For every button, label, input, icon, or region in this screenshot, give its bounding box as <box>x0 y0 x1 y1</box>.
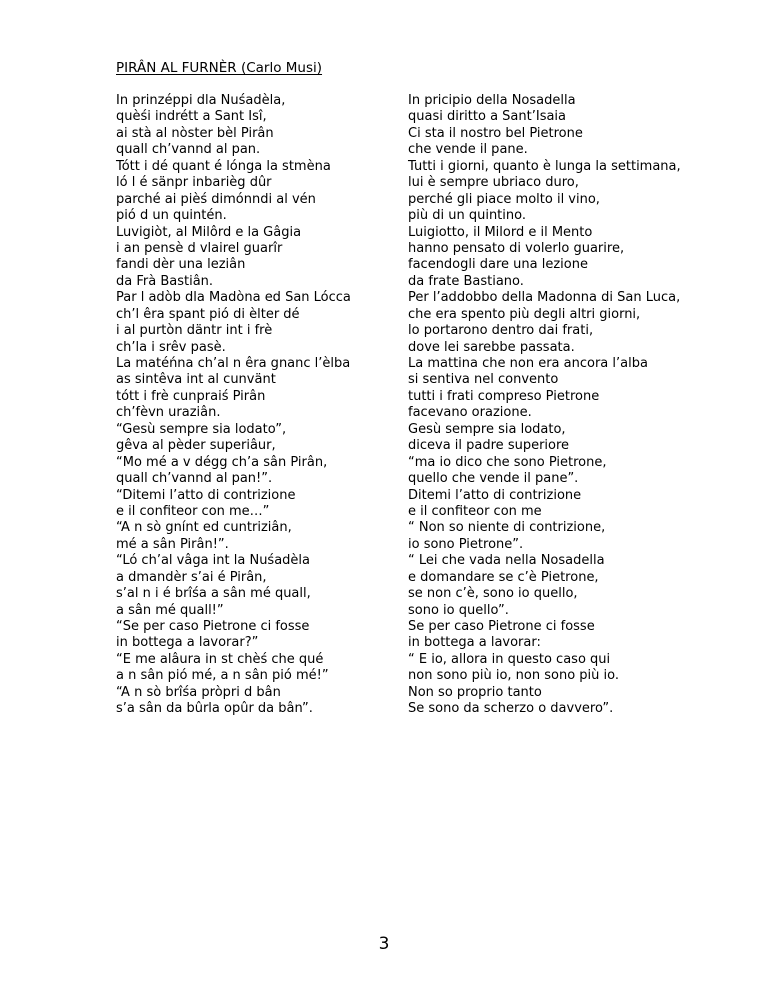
italian-verse-line: Non so proprio tanto <box>408 684 542 700</box>
italian-verse-line: tutti i frati compreso Pietrone <box>408 388 600 404</box>
dialect-verse-line: in bottega a lavorar?” <box>116 635 259 651</box>
poem-title: PIRÂN AL FURNÈR (Carlo Musi) <box>116 60 323 76</box>
page-number: 3 <box>378 934 390 954</box>
italian-verse-line: se non c’è, sono io quello, <box>408 586 578 602</box>
italian-verse-line: io sono Pietrone”. <box>408 536 524 552</box>
italian-verse-line: Luigiotto, il Milord e il Mento <box>408 224 593 240</box>
italian-verse-line: non sono più io, non sono più io. <box>408 668 620 684</box>
italian-verse-line: facevano orazione. <box>408 405 532 421</box>
dialect-verse-line: tótt i frè cunpraiś Pirân <box>116 388 266 404</box>
dialect-verse-line: ai stà al nòster bèl Pirân <box>116 125 274 141</box>
italian-verse-line: e domandare se c’è Pietrone, <box>408 569 599 585</box>
dialect-verse-line: s’a sân da bûrla opûr da bân”. <box>116 701 313 717</box>
dialect-verse-line: ch’la i srêv pasè. <box>116 339 226 355</box>
italian-verse-line: che era spento più degli altri giorni, <box>408 306 641 322</box>
dialect-verse-line: In prinzéppi dla Nuśadèla, <box>116 93 286 108</box>
italian-verse-line: Tutti i giorni, quanto è lunga la settimana, <box>408 158 681 174</box>
italian-verse-line: “ Lei che vada nella Nosadella <box>408 553 605 569</box>
italian-verse-line: lui è sempre ubriaco duro, <box>408 175 579 191</box>
italian-verse-line: in bottega a lavorar: <box>408 635 541 651</box>
italian-verse-line: hanno pensato di volerlo guarire, <box>408 240 625 256</box>
dialect-verse-line: ló l é sänpr inbarièg dûr <box>116 175 272 191</box>
dialect-verse-line: quall ch’vannd al pan!”. <box>116 471 273 487</box>
italian-verse-line: Gesù sempre sia lodato, <box>408 421 566 437</box>
dialect-verse-line: e il confiteor con me…” <box>116 503 270 519</box>
dialect-verse-line: “Gesù sempre sia lodato”, <box>116 421 287 437</box>
dialect-verse-line: a n sân pió mé, a n sân pió mé!” <box>116 668 329 684</box>
dialect-verse-line: s’al n i é brîśa a sân mé quall, <box>116 586 311 602</box>
dialect-verse-line: as sintêva int al cunvänt <box>116 372 276 388</box>
dialect-verse-line: La matéńna ch’al n êra gnanc l’èlba <box>116 356 351 371</box>
dialect-verse-line: fandi dèr una leziân <box>116 257 246 273</box>
italian-verse-line: lo portarono dentro dai frati, <box>408 323 594 339</box>
italian-verse-line: “ma io dico che sono Pietrone, <box>408 454 607 470</box>
italian-verse-line: e il confiteor con me <box>408 503 542 519</box>
dialect-verse-line: “A n sò brîśa pròpri d bân <box>116 684 281 700</box>
italian-verse-line: dove lei sarebbe passata. <box>408 339 575 355</box>
italian-verse-line: “ E io, allora in questo caso qui <box>408 651 611 667</box>
dialect-verse-line: i an pensè d vlairel guarîr <box>116 240 283 256</box>
dialect-verse-line: “A n sò gnínt ed cuntriziân, <box>116 520 292 536</box>
dialect-verse-line: mé a sân Pirân!”. <box>116 536 229 552</box>
dialect-verse-line: Par l adòb dla Madòna ed San Lócca <box>116 290 351 306</box>
dialect-verse-line: “Mo mé a v dégg ch’a sân Pirân, <box>116 454 328 470</box>
italian-verse-line: facendogli dare una lezione <box>408 257 588 273</box>
dialect-verse-line: ch’fèvn uraziân. <box>116 405 221 421</box>
italian-verse-line: che vende il pane. <box>408 142 528 158</box>
italian-verse-line: più di un quintino. <box>408 208 526 224</box>
dialect-verse-line: ch’l êra spant pió di èlter dé <box>116 306 300 322</box>
italian-verse-line: Se sono da scherzo o davvero”. <box>408 701 614 717</box>
dialect-verse-line: “Se per caso Pietrone ci fosse <box>116 619 310 634</box>
italian-verse-line: sono io quello”. <box>408 602 509 618</box>
italian-verse-line: “ Non so niente di contrizione, <box>408 520 606 536</box>
italian-verse-line: Per l’addobbo della Madonna di San Luca, <box>408 290 681 306</box>
dialect-verse-line: Tótt i dé quant é lónga la stmèna <box>116 158 331 174</box>
dialect-verse-line: da Frà Bastiân. <box>116 273 214 289</box>
dialect-verse-line: quall ch’vannd al pan. <box>116 142 261 158</box>
italian-translation-column <box>408 93 748 718</box>
dialect-verse-line: “Ditemi l’atto di contrizione <box>116 487 296 503</box>
dialect-verse-line: “Ló ch’al vâga int la Nuśadèla <box>116 553 310 569</box>
dialect-verse-line: parché ai pièś dimónndi al vén <box>116 191 316 207</box>
italian-verse-line: si sentiva nel convento <box>408 372 559 388</box>
italian-verse-line: quasi diritto a Sant’Isaia <box>408 109 567 125</box>
dialect-text-column <box>116 93 386 718</box>
dialect-verse-line: a dmandèr s’ai é Pirân, <box>116 569 267 585</box>
italian-verse-line: Ci sta il nostro bel Pietrone <box>408 125 583 141</box>
dialect-verse-line: gêva al pèder superiâur, <box>116 438 276 454</box>
dialect-verse-line: a sân mé quall!” <box>116 602 224 618</box>
dialect-verse-line: i al purtòn däntr int i frè <box>116 323 273 339</box>
italian-verse-line: quello che vende il pane”. <box>408 471 579 487</box>
italian-verse-line: da frate Bastiano. <box>408 273 524 289</box>
italian-verse-line: perché gli piace molto il vino, <box>408 191 600 207</box>
italian-verse-line: diceva il padre superiore <box>408 438 570 454</box>
italian-verse-line: In pricipio della Nosadella <box>408 93 576 108</box>
dialect-verse-line: Luvigiòt, al Milôrd e la Gâgia <box>116 224 302 240</box>
italian-verse-line: La mattina che non era ancora l’alba <box>408 356 648 371</box>
dialect-verse-line: quèśi indrétt a Sant Isî, <box>116 109 267 125</box>
dialect-verse-line: “E me alâura in st chèś che qué <box>116 651 324 667</box>
dialect-verse-line: pió d un quintén. <box>116 208 227 224</box>
italian-verse-line: Ditemi l’atto di contrizione <box>408 487 582 503</box>
italian-verse-line: Se per caso Pietrone ci fosse <box>408 619 595 634</box>
